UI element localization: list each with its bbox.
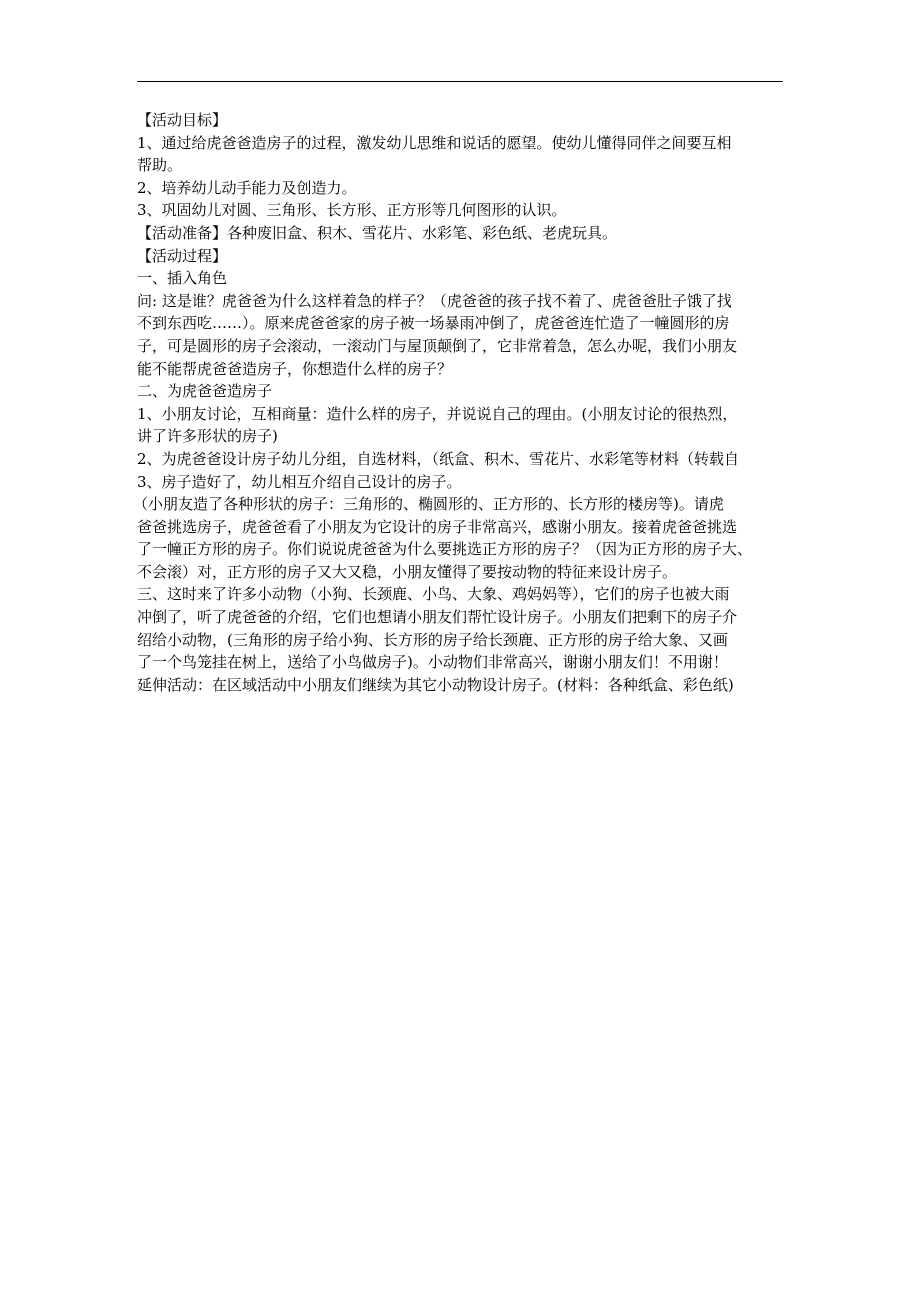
text-line: 问: 这是谁？虎爸爸为什么这样着急的样子？（虎爸爸的孩子找不着了、虎爸爸肚子饿了找	[137, 291, 732, 310]
text-line: 3、巩固幼儿对圆、三角形、长方形、正方形等几何图形的认识。	[137, 201, 567, 220]
section-heading-goals: 【活动目标】	[137, 111, 228, 129]
text-line: （小朋友造了各种形状的房子：三角形的、椭圆形的、正方形的、长方形的楼房等)。请虎	[133, 495, 724, 514]
document-body	[133, 109, 791, 696]
text-line: 1、小朋友讨论，互相商量：造什么样的房子，并说说自己的理由。(小朋友讨论的很热烈，	[137, 404, 738, 423]
text-line: 了一个鸟笼挂在树上，送给了小鸟做房子)。小动物们非常高兴，谢谢小朋友们！不用谢！	[137, 653, 728, 672]
subheading-three: 三、这时来了许多小动物（小狗、长颈鹿、小鸟、大象、鸡妈妈等），它们的房子也被大雨	[137, 585, 730, 604]
extension-activity: 延伸活动：在区域活动中小朋友们继续为其它小动物设计房子。(材料：各种纸盒、彩色纸)	[137, 675, 734, 694]
subheading-one: 一、插入角色	[137, 269, 228, 288]
text-line: 讲了许多形状的房子)	[137, 427, 278, 446]
section-heading-process: 【活动过程】	[137, 246, 228, 265]
text-line: 不会滚）对，正方形的房子又大又稳，小朋友懂得了要按动物的特征来设计房子。	[137, 562, 678, 581]
text-line: 了一幢正方形的房子。你们说说虎爸爸为什么要挑选正方形的房子？（因为正方形的房子大、	[137, 540, 753, 559]
text-line: 2、培养幼儿动手能力及创造力。	[137, 178, 357, 197]
text-line: 爸爸挑选房子，虎爸爸看了小朋友为它设计的房子非常高兴，感谢小朋友。接着虎爸爸挑选	[137, 517, 738, 536]
text-line: 子，可是圆形的房子会滚动，一滚动门与屋顶颠倒了，它非常着急，怎么办呢，我们小朋友	[137, 336, 738, 355]
section-heading-preparation: 【活动准备】各种废旧盒、积木、雪花片、水彩笔、彩色纸、老虎玩具。	[137, 223, 618, 242]
subheading-two: 二、为虎爸爸造房子	[137, 382, 273, 401]
text-line: 帮助。	[137, 156, 183, 175]
text-line: 2、为虎爸爸设计房子幼儿分组，自选材料，（纸盒、积木、雪花片、水彩笔等材料（转载自	[137, 449, 740, 468]
text-line: 不到东西吃……）。原来虎爸爸家的房子被一场暴雨冲倒了，虎爸爸连忙造了一幢圆形的房	[137, 314, 730, 333]
text-line: 绍给小动物，(三角形的房子给小狗、长方形的房子给长颈鹿、正方形的房子给大象、又画	[137, 630, 728, 649]
text-line: 3、房子造好了，幼儿相互介绍自己设计的房子。	[137, 472, 462, 491]
header-rule	[137, 81, 783, 82]
text-line: 冲倒了，听了虎爸爸的介绍，它们也想请小朋友们帮忙设计房子。小朋友们把剩下的房子介	[137, 608, 738, 627]
text-line: 能不能帮虎爸爸造房子，你想造什么样的房子？	[137, 359, 453, 378]
text-line: 1、通过给虎爸爸造房子的过程，激发幼儿思维和说话的愿望。使幼儿懂得同伴之间要互相	[137, 133, 732, 152]
